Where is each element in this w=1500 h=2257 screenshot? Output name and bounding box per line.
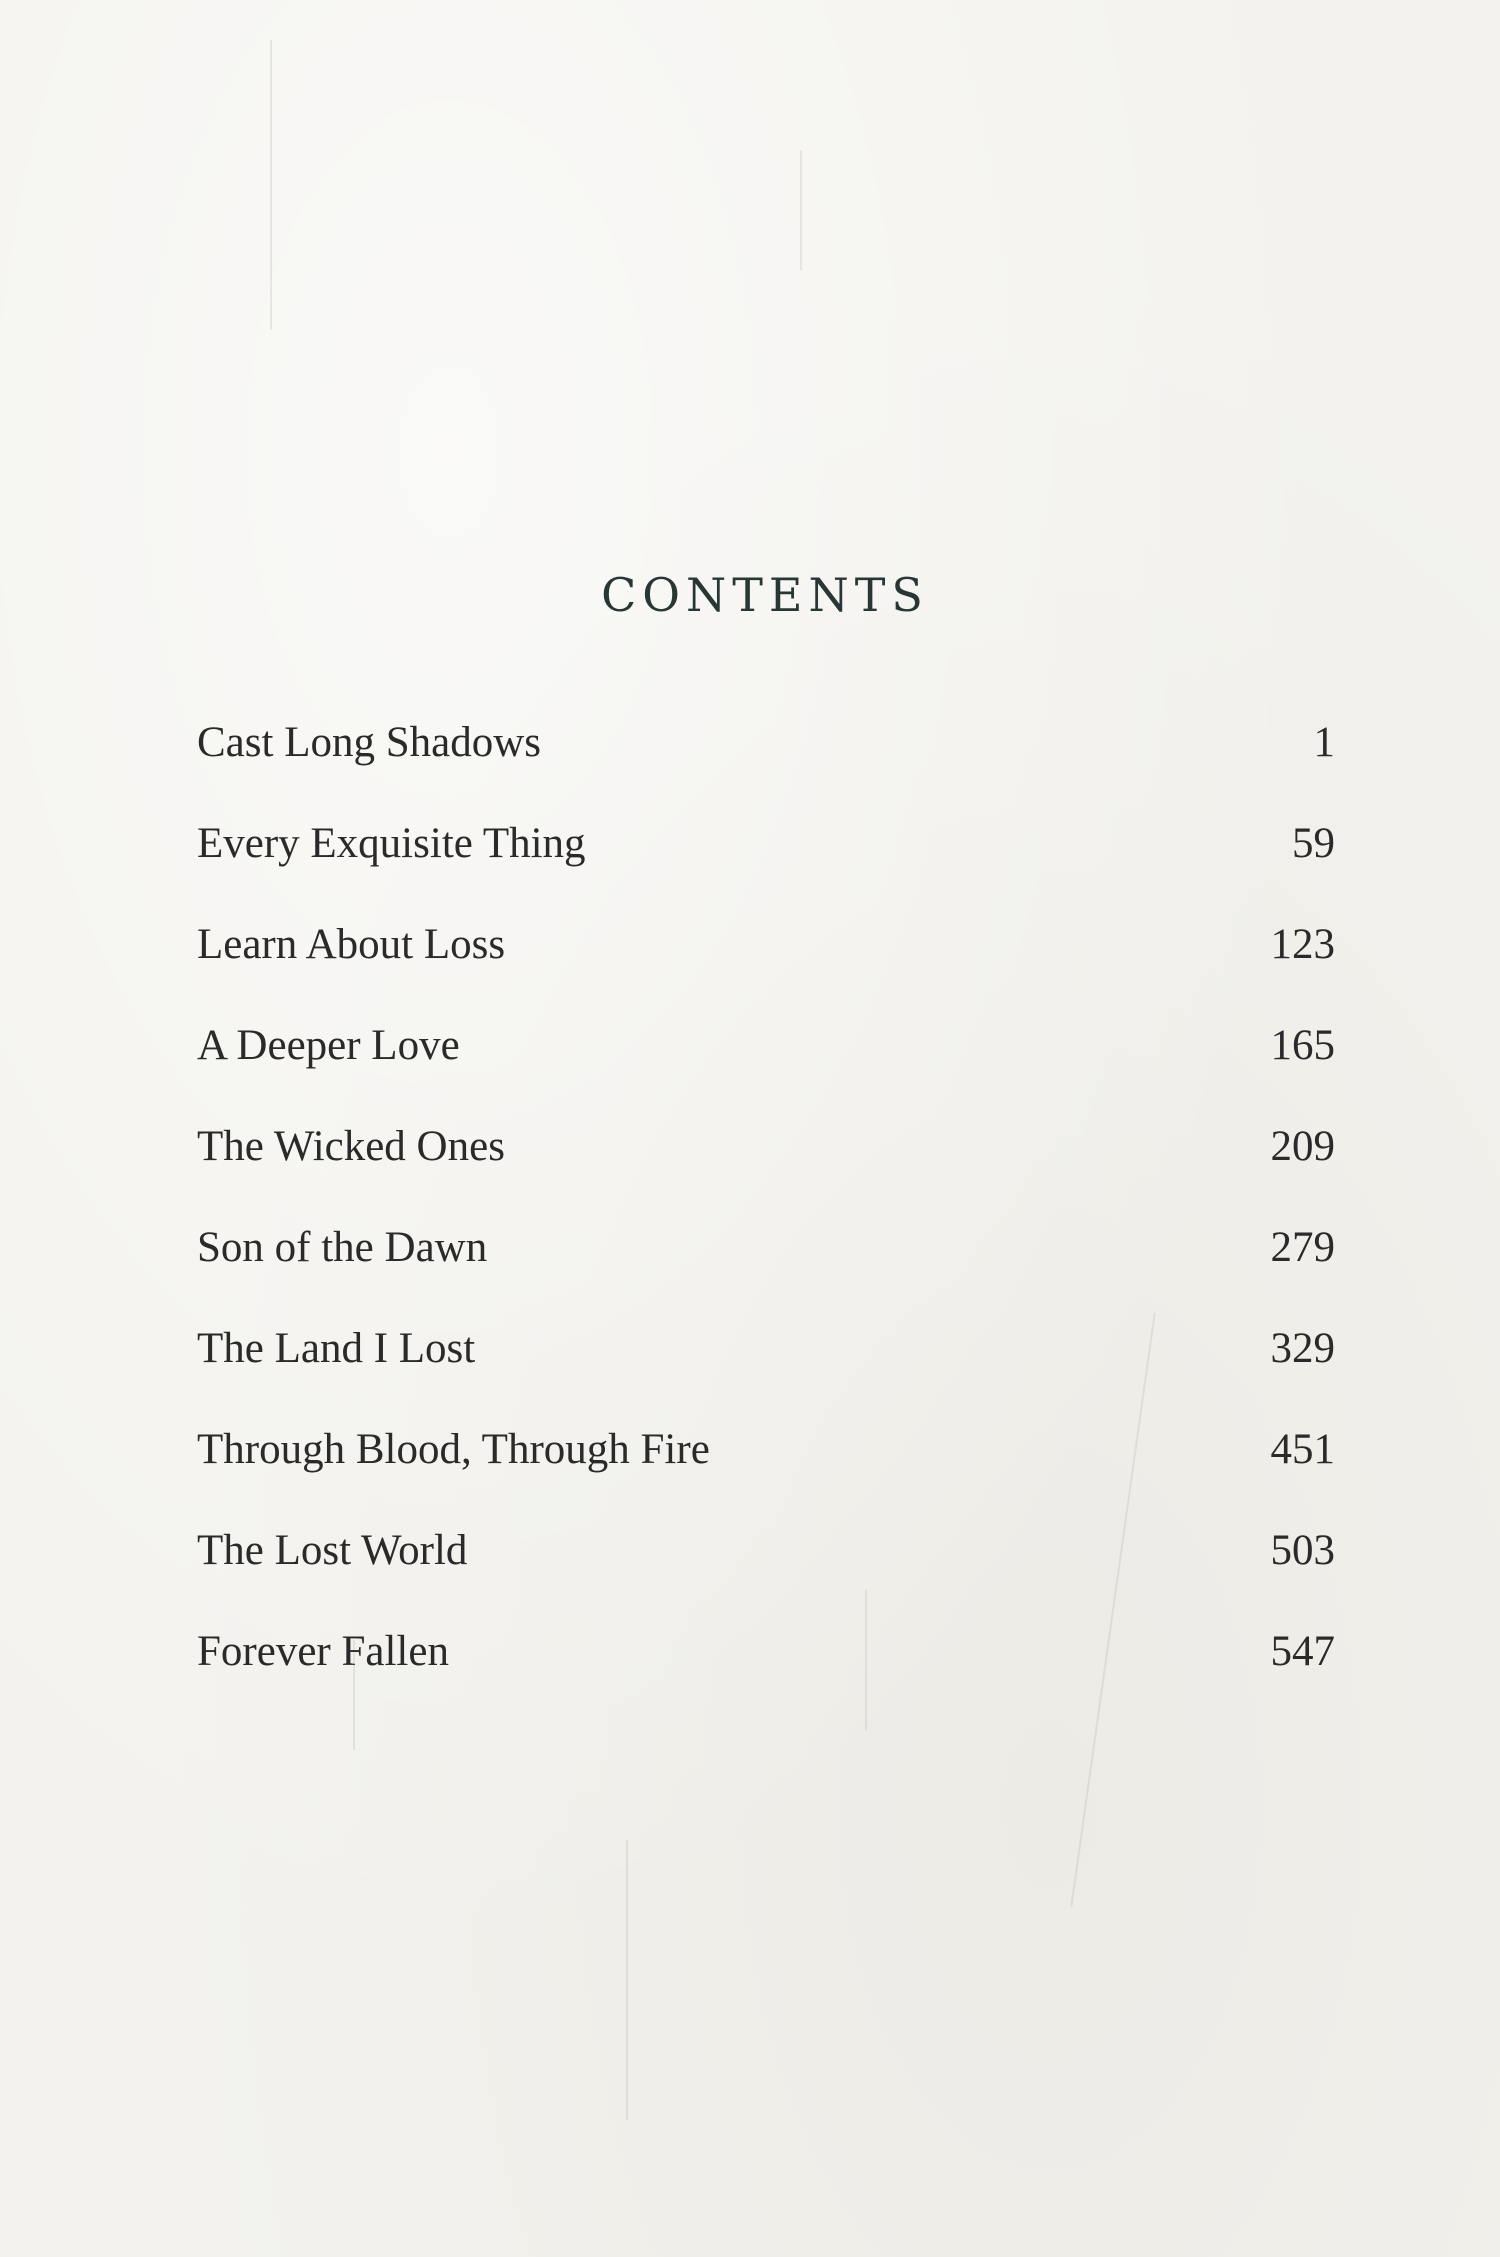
toc-entry: [197, 1223, 1335, 1324]
toc-entry-title: Son of the Dawn: [197, 1224, 488, 1271]
toc-entry-title: Forever Fallen: [197, 1628, 449, 1675]
page-title: CONTENTS: [601, 568, 929, 622]
paper-scratch: [270, 40, 272, 330]
paper-scratch: [626, 1840, 628, 2120]
toc-entry-page: 279: [1270, 1224, 1335, 1271]
toc-entry-title: A Deeper Love: [197, 1022, 460, 1069]
toc-entry-page: 1: [1313, 719, 1335, 766]
toc-entry-page: 59: [1292, 820, 1335, 867]
toc-entry-page: 451: [1270, 1426, 1335, 1473]
paper-scratch: [800, 150, 802, 270]
toc-entry-title: The Wicked Ones: [197, 1123, 505, 1170]
toc-entry: [197, 1324, 1335, 1425]
toc-entry: [197, 920, 1335, 1021]
toc-entry-title: The Land I Lost: [197, 1325, 476, 1372]
toc-entry-page: 165: [1270, 1022, 1335, 1069]
toc-entry-page: 503: [1270, 1527, 1335, 1574]
toc-entry-title: Learn About Loss: [197, 921, 506, 968]
toc-entry: [197, 1122, 1335, 1223]
toc-entry-page: 329: [1270, 1325, 1335, 1372]
toc-entry: [197, 718, 1335, 819]
toc-entry: [197, 1425, 1335, 1526]
toc-entry: [197, 1627, 1335, 1728]
toc-entry-page: 123: [1270, 921, 1335, 968]
table-of-contents: [197, 718, 1335, 1728]
toc-entry-title: Every Exquisite Thing: [197, 820, 586, 867]
toc-entry: [197, 1526, 1335, 1627]
toc-entry-title: The Lost World: [197, 1527, 468, 1574]
toc-entry: [197, 1021, 1335, 1122]
toc-entry-page: 547: [1270, 1628, 1335, 1675]
toc-entry: [197, 819, 1335, 920]
toc-entry-page: 209: [1270, 1123, 1335, 1170]
toc-entry-title: Through Blood, Through Fire: [197, 1426, 710, 1473]
toc-entry-title: Cast Long Shadows: [197, 719, 541, 766]
